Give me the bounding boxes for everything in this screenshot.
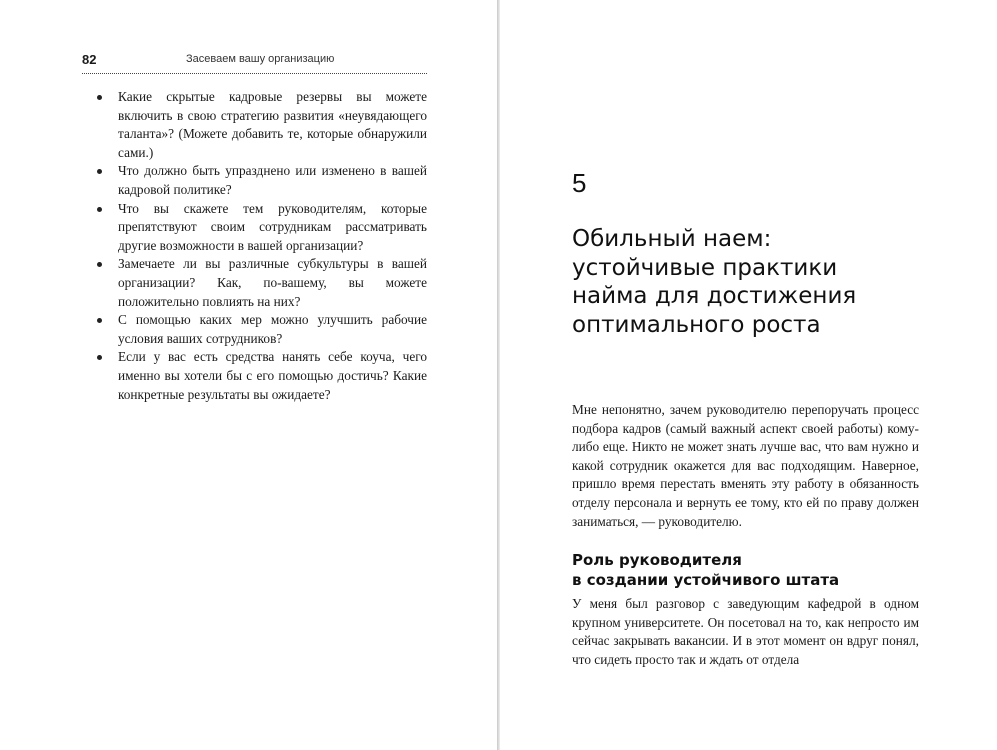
bullet-icon <box>97 207 102 212</box>
list-item-text: Замечаете ли вы различные субкультуры в вашей организации? Как, по-вашему, вы можете положительно повлиять на них? <box>118 256 427 309</box>
list-item-text: Если у вас есть средства нанять себе коуча, чего именно вы хотели бы с его помощью достичь? Какие конкретные результаты вы ожидаете? <box>118 349 427 402</box>
section-heading <box>572 550 919 590</box>
running-head <box>82 52 427 70</box>
chapter-title-line: оптимального роста <box>572 311 821 338</box>
list-item-text: Какие скрытые кадровые резервы вы можете включить в свою стратегию развития «неувядающего таланта»? (Можете добавить те, которые обнаружили сами.) <box>118 89 427 160</box>
bullet-icon <box>97 355 102 360</box>
bullet-icon <box>97 95 102 100</box>
section-heading-line: в создании устойчивого штата <box>572 571 840 589</box>
body-paragraph: У меня был разговор с заведующим кафедрой в одном крупном университете. Он посетовал на то, как непросто им сейчас закрывать вакансии. И в этот момент он вдруг понял, что сидеть просто так и ждать от отдела <box>572 596 919 667</box>
bullet-icon <box>97 318 102 323</box>
right-page <box>500 0 997 750</box>
intro-paragraph: Мне непонятно, зачем руководителю перепоручать процесс подбора кадров (самый важный аспект своей работы) кому-либо еще. Никто не может знать лучше вас, что вам нужно и какой сотрудник окажется для вас подходящим. Наверное, пришло время перестать вменять эту работу в обязанность отделу персонала и вернуть ее тому, кто ей по праву должен заниматься, — руководителю. <box>572 402 919 529</box>
chapter-title <box>572 225 932 339</box>
left-page <box>0 0 497 750</box>
bullet-icon <box>97 262 102 267</box>
list-item-text: Что должно быть упразднено или изменено в вашей кадровой политике? <box>118 163 427 197</box>
list-item <box>82 88 427 162</box>
question-list <box>82 88 427 404</box>
list-item-text: Что вы скажете тем руководителям, которые препятствуют своим сотрудникам рассматривать другие возможности в вашей организации? <box>118 200 427 253</box>
chapter-number: 5 <box>572 168 587 198</box>
list-item-text: С помощью каких мер можно улучшить рабочие условия ваших сотрудников? <box>118 312 427 346</box>
list-item <box>82 348 427 404</box>
chapter-title-line: Обильный наем: <box>572 226 772 252</box>
list-item <box>82 200 427 256</box>
list-item <box>82 162 427 199</box>
header-divider <box>82 73 427 74</box>
list-item <box>82 311 427 348</box>
chapter-title-line: найма для достижения <box>572 283 857 309</box>
bullet-icon <box>97 169 102 174</box>
running-title: Засеваем вашу организацию <box>186 53 335 65</box>
section-heading-line: Роль руководителя <box>572 551 742 569</box>
chapter-title-line: устойчивые практики <box>572 254 838 281</box>
page-number: 82 <box>82 52 97 67</box>
list-item <box>82 255 427 311</box>
